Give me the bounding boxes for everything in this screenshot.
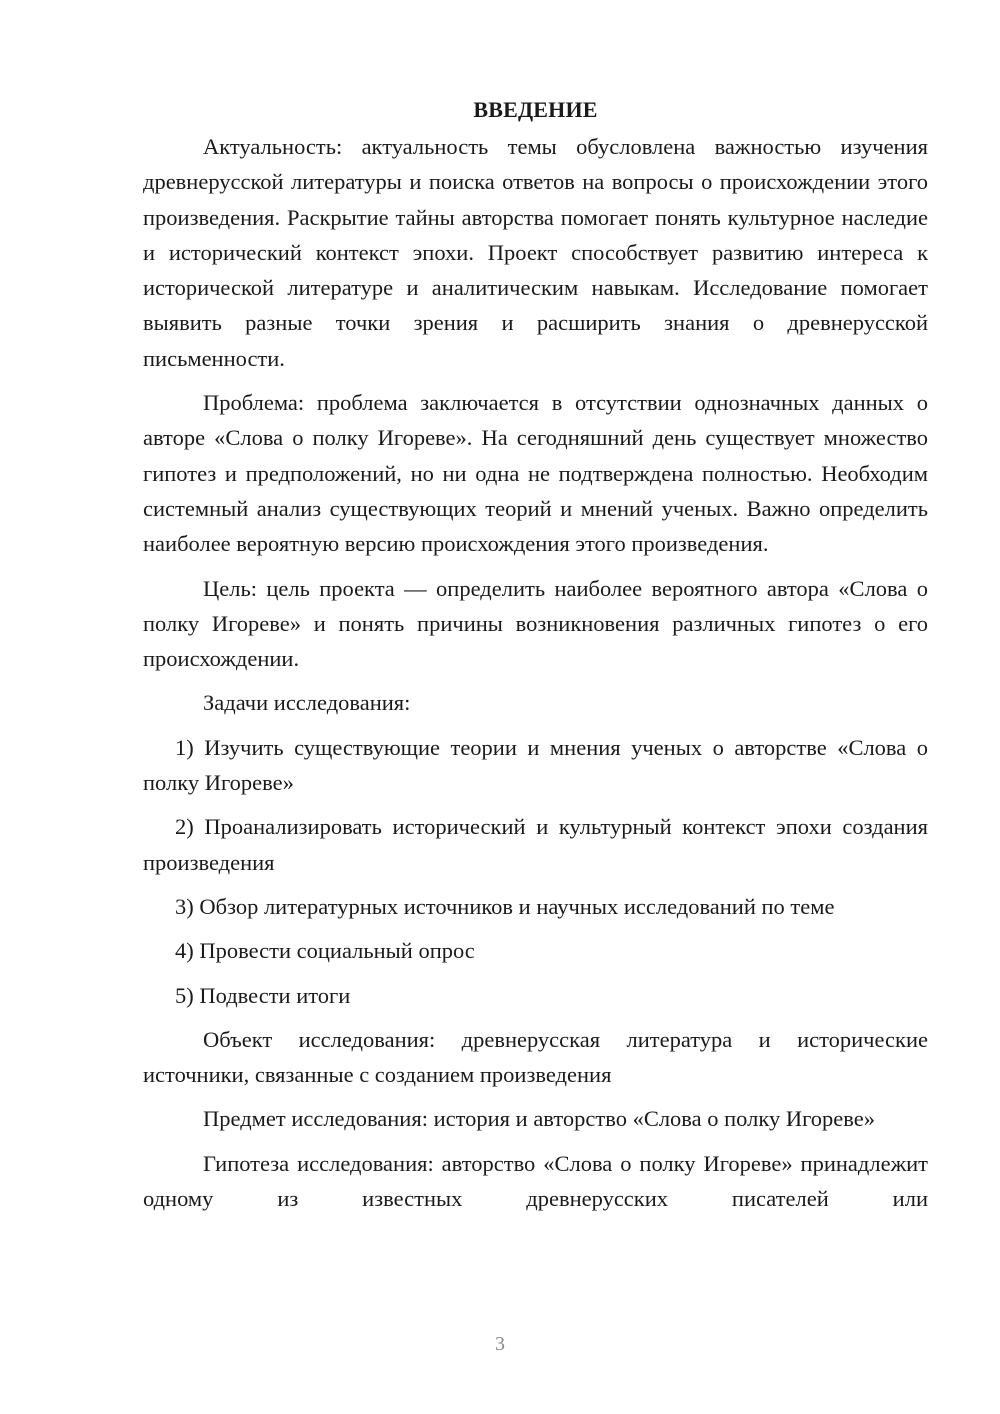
tasks-title: Задачи исследования: (203, 690, 411, 716)
document-page (143, 92, 928, 1225)
object-paragraph: Объект исследования: древнерусская литература и исторические источники, связанные с созданием произведения (143, 1026, 928, 1088)
problem-paragraph: Проблема: проблема заключается в отсутствии однозначных данных о авторе «Слова о полку Игореве». На сегодняшний день существует множество гипотез и предположений, но ни одна не подтверждена полностью. Необходим системный анализ существующих теорий и мнений ученых. Важно определить наиболее вероятную версию происхождения этого произведения. (143, 390, 928, 557)
task-item-2: 2) Проанализировать исторический и культурный контекст эпохи создания произведения (143, 814, 928, 875)
task-item-5: 5) Подвести итоги (175, 982, 351, 1008)
task-item-4: 4) Провести социальный опрос (175, 938, 475, 964)
subject-paragraph: Предмет исследования: история и авторство «Слова о полку Игореве» (203, 1106, 875, 1132)
relevance-paragraph: Актуальность: актуальность темы обусловлена важностью изучения древнерусской литературы и поиска ответов на вопросы о происхождении этого произведения. Раскрытие тайны авторства помогает понять культурное наследие и исторический контекст эпохи. Проект способствует развитию интереса к исторической литературе и аналитическим навыкам. Исследование помогает выявить разные точки зрения и расширить знания о древнерусской письменности. (143, 134, 928, 371)
task-item-3: 3) Обзор литературных источников и научных исследований по теме (175, 893, 835, 919)
task-item-1: 1) Изучить существующие теории и мнения ученых о авторстве «Слова о полку Игореве» (143, 734, 928, 796)
hypothesis-paragraph: Гипотеза исследования: авторство «Слова о полку Игореве» принадлежит одному из известных древнерусских писателей или (143, 1150, 928, 1212)
page-number: 3 (495, 1333, 505, 1355)
goal-paragraph: Цель: цель проекта — определить наиболее вероятного автора «Слова о полку Игореве» и понять причины возникновения различных гипотез о его происхождении. (143, 575, 928, 672)
section-heading: ВВЕДЕНИЕ (473, 97, 598, 122)
